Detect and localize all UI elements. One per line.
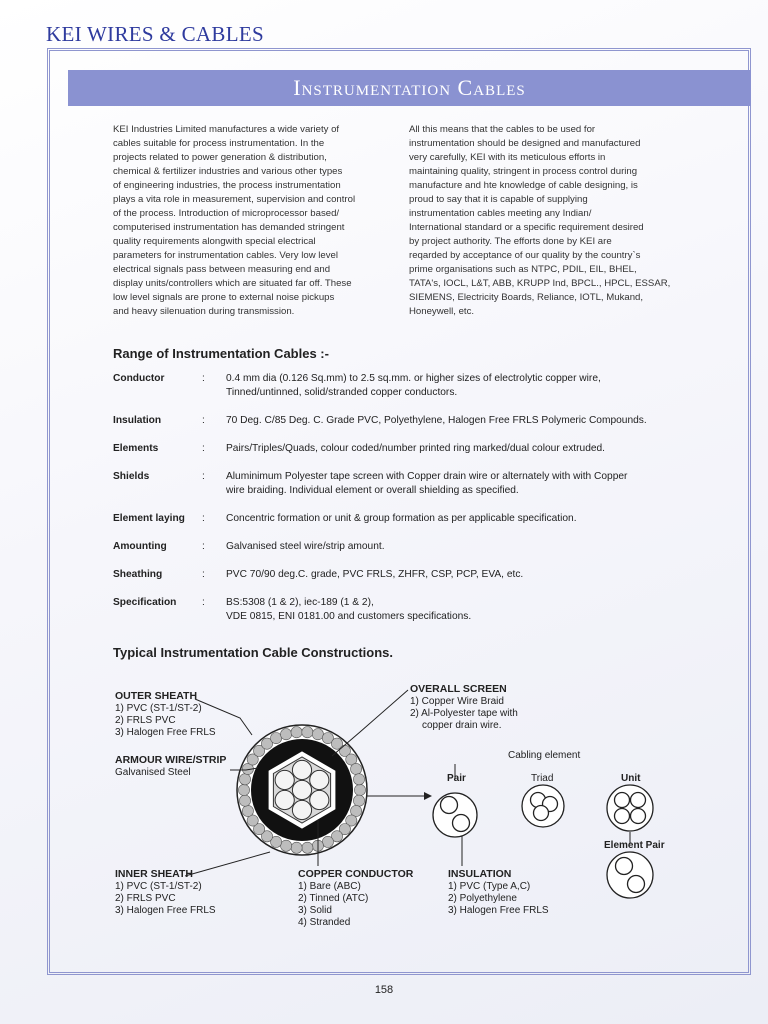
label-title: INSULATION: [448, 868, 512, 880]
label-item: 3) Halogen Free FRLS: [115, 727, 216, 738]
label-triad: Triad: [531, 773, 554, 784]
text-line: manufacture and hte knowledge of cable designing, is: [409, 180, 638, 191]
spec-separator: :: [202, 373, 205, 384]
conductor-strand: [310, 770, 329, 789]
unit-element-symbol: [607, 785, 653, 831]
conductor-strand: [275, 770, 294, 789]
text-line: of the process. Introduction of microprocessor based/: [113, 208, 340, 219]
text-line: proud to say that it is capable of supplying: [409, 194, 588, 205]
label-pair: Pair: [447, 773, 466, 784]
armour-wire: [238, 784, 249, 795]
text-line: and heavy silenuation during transmission.: [113, 306, 295, 317]
armour-wire: [322, 836, 333, 847]
spec-separator: :: [202, 541, 205, 552]
label-copper-conductor: [298, 868, 413, 929]
label-item: 1) Bare (ABC): [298, 881, 361, 892]
armour-wire: [242, 805, 253, 816]
conductor-strand: [292, 800, 311, 819]
spec-value-line: Galvanised steel wire/strip amount.: [226, 541, 385, 552]
text-line: plays a vita role in measurement, supervision and control: [113, 194, 356, 205]
label-item: copper drain wire.: [422, 720, 502, 731]
text-line: by project authority. The efforts done by KEI are: [409, 236, 612, 247]
spec-label: Elements: [113, 443, 159, 454]
label-item: 3) Solid: [298, 905, 332, 916]
brand-title: KEI WIRES & CABLES: [46, 22, 264, 46]
text-line: instrumentation cables meeting any Indian/: [409, 208, 592, 219]
spec-label: Specification: [113, 597, 177, 608]
armour-wire: [239, 795, 250, 806]
text-line: projects related to power generation & distribution,: [113, 152, 327, 163]
label-unit: Unit: [621, 773, 641, 784]
spec-label: Shields: [113, 471, 150, 482]
text-line: electrical signals pass between measuring end and: [113, 264, 331, 275]
text-line: prime organisations such as NTPC, PDIL, EIL, BHEL,: [409, 264, 637, 275]
spec-value-line: wire braiding. Individual element or overall shielding as specified.: [226, 485, 519, 496]
text-line: of engineering industries, the process instrumentation: [113, 180, 341, 191]
label-item: Galvanised Steel: [115, 767, 191, 778]
label-item: 2) FRLS PVC: [115, 715, 176, 726]
armour-wire: [239, 774, 250, 785]
spec-separator: :: [202, 443, 205, 454]
label-item: 3) Halogen Free FRLS: [448, 905, 549, 916]
label-item: 2) FRLS PVC: [115, 893, 176, 904]
spec-separator: :: [202, 415, 205, 426]
text-line: computerised instrumentation has demanded stringent: [113, 222, 345, 233]
text-line: instrumentation should be designed and manufactured: [409, 138, 641, 149]
label-item: 1) PVC (ST-1/ST-2): [115, 703, 202, 714]
text-line: International standard or a specific requirement desired: [409, 222, 644, 233]
spec-separator: :: [202, 569, 205, 580]
armour-wire: [312, 729, 323, 740]
label-item: 3) Halogen Free FRLS: [115, 905, 216, 916]
spec-value-line: 0.4 mm dia (0.126 Sq.mm) to 2.5 sq.mm. or higher sizes of electrolytic copper wire,: [226, 373, 601, 384]
spec-separator: :: [202, 597, 205, 608]
conductor-strand: [310, 790, 329, 809]
armour-wire: [354, 784, 365, 795]
conductor-strand: [275, 790, 294, 809]
armour-wire: [351, 763, 362, 774]
text-line: maintaining quality, stringent in process control during: [409, 166, 638, 177]
armour-wire: [271, 733, 282, 744]
label-item: 1) Copper Wire Braid: [410, 696, 504, 707]
armour-wire: [353, 795, 364, 806]
spec-separator: :: [202, 471, 205, 482]
text-line: parameters for instrumentation cables. Very low level: [113, 250, 339, 261]
spec-separator: :: [202, 513, 205, 524]
spec-value-line: 70 Deg. C/85 Deg. C. Grade PVC, Polyethylene, Halogen Free FRLS Polymeric Compounds.: [226, 415, 647, 426]
spec-label: Sheathing: [113, 569, 163, 580]
text-line: low level signals are prone to external noise pickups: [113, 292, 335, 303]
spec-label: Element laying: [113, 513, 185, 524]
spec-value-line: Aluminimum Polyester tape screen with Copper drain wire or alternately with with Copper: [226, 471, 628, 482]
label-item: 4) Stranded: [298, 917, 351, 928]
label-item: 1) PVC (Type A,C): [448, 881, 531, 892]
armour-wire: [302, 727, 313, 738]
text-line: reqarded by acceptance of our quality by the country`s: [409, 250, 641, 261]
label-cabling-element: Cabling element: [508, 750, 581, 761]
label-title: OVERALL SCREEN: [410, 683, 507, 695]
text-line: SIEMENS, Electricity Boards, Reliance, IOTL, Mukand,: [409, 292, 644, 303]
label-title: COPPER CONDUCTOR: [298, 868, 414, 880]
diagram-title: Typical Instrumentation Cable Constructions.: [113, 645, 394, 660]
leader-overall-screen: [332, 690, 408, 756]
label-item: 2) Tinned (ATC): [298, 893, 369, 904]
spec-value-line: BS:5308 (1 & 2), iec-189 (1 & 2),: [226, 597, 374, 608]
text-line: Honeywell, etc.: [409, 306, 475, 317]
label-title: OUTER SHEATH: [115, 690, 198, 702]
pair-element-symbol: [433, 793, 477, 837]
spec-label: Conductor: [113, 373, 165, 384]
label-item: 2) Al-Polyester tape with: [410, 708, 518, 719]
label-title: ARMOUR WIRE/STRIP: [115, 754, 227, 766]
element-pair-symbol: [607, 852, 653, 898]
armour-wire: [353, 774, 364, 785]
label-inner-sheath: [115, 868, 216, 917]
armour-wire: [281, 840, 292, 851]
text-line: All this means that the cables to be used for: [409, 124, 596, 135]
spec-value-line: VDE 0815, ENI 0181.00 and customers specifications.: [226, 611, 472, 622]
spec-label: Insulation: [113, 415, 162, 426]
label-overall-screen: [410, 683, 518, 732]
armour-wire: [281, 729, 292, 740]
text-line: cables suitable for process instrumentation. In the: [113, 138, 325, 149]
text-line: display units/controllers which are situated far off. These: [113, 278, 352, 289]
triad-element-symbol: [522, 785, 564, 827]
label-insulation: [448, 868, 549, 917]
text-line: TATA's, IOCL, L&T, ABB, KRUPP Ind, BPCL., HPCL, ESSAR,: [409, 278, 671, 289]
spec-value-line: Tinned/untinned, solid/stranded copper conductors.: [226, 387, 458, 398]
armour-wire: [291, 842, 302, 853]
text-line: chemical & fertilizer industries and various other types: [113, 166, 343, 177]
label-armour: [115, 754, 226, 779]
armour-wire: [302, 842, 313, 853]
conductor-strand: [292, 760, 311, 779]
text-line: very carefully, KEI with its meticulous efforts in: [409, 152, 606, 163]
label-item: 1) PVC (ST-1/ST-2): [115, 881, 202, 892]
page-number: 158: [374, 984, 394, 996]
section-banner: Instrumentation Cables: [68, 70, 751, 106]
armour-wire: [291, 727, 302, 738]
spec-value-line: Concentric formation or unit & group formation as per applicable specification.: [226, 513, 577, 524]
cable-cross-section: [237, 725, 367, 855]
conductor-strand: [292, 780, 311, 799]
label-item: 2) Polyethylene: [448, 893, 517, 904]
label-element-pair: Element Pair: [604, 840, 665, 851]
spec-label: Amounting: [113, 541, 167, 552]
spec-value-line: PVC 70/90 deg.C. grade, PVC FRLS, ZHFR, CSP, PCP, EVA, etc.: [226, 569, 524, 580]
text-line: KEI Industries Limited manufactures a wide variety of: [113, 124, 340, 135]
range-title: Range of Instrumentation Cables :-: [113, 346, 329, 361]
label-title: INNER SHEATH: [115, 868, 193, 880]
text-line: quality requirements alongwith special electrical: [113, 236, 316, 247]
arrow-head: [424, 792, 432, 800]
spec-value-line: Pairs/Triples/Quads, colour coded/number printed ring marked/dual colour extruded.: [226, 443, 606, 454]
label-outer-sheath: [115, 690, 216, 739]
